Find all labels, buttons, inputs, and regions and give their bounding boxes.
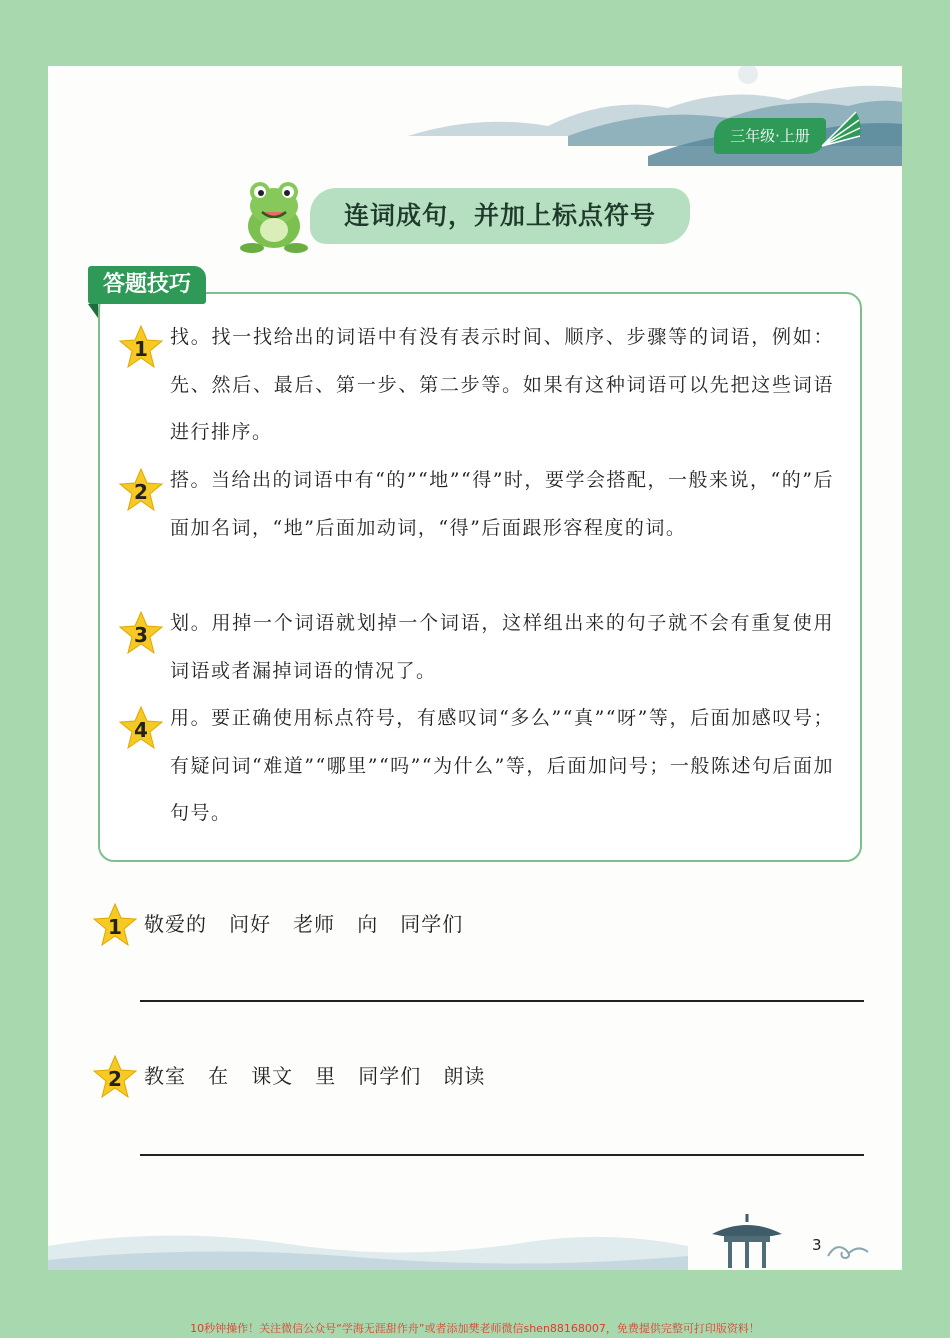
tip-number: 4 <box>134 718 148 742</box>
tip-number: 1 <box>134 337 148 361</box>
exercise-words: 敬爱的 问好 老师 向 同学们 <box>144 912 464 936</box>
tip-number: 3 <box>134 623 148 647</box>
answer-line[interactable] <box>140 1000 864 1002</box>
tip-text: 划。用掉一个词语就划掉一个词语，这样组出来的句子就不会有重复使用词语或者漏掉词语的情况了。 <box>170 612 834 682</box>
answer-line[interactable] <box>140 1154 864 1156</box>
tip-text: 搭。当给出的词语中有“的”“地”“得”时，要学会搭配，一般来说，“的”后面加名词，“地”后面加动词，“得”后面跟形容程度的词。 <box>170 469 834 539</box>
tip-text: 用。要正确使用标点符号，有感叹词“多么”“真”“呀”等，后面加感叹号；有疑问词“难道”“哪里”“吗”“为什么”等，后面加问号；一般陈述句后面加句号。 <box>170 707 834 824</box>
exercise-words: 教室 在 课文 里 同学们 朗读 <box>144 1064 486 1088</box>
footer-note: 10秒钟操作！关注微信公众号“学海无涯甜作舟”或者添加樊老师微信shen88168007，免费提供完整可打印版资料！ <box>190 1322 760 1335</box>
worksheet-page <box>48 66 902 1270</box>
pavilion-icon <box>702 1212 792 1270</box>
tips-tab: 答题技巧 <box>88 266 206 304</box>
fan-icon <box>816 106 862 152</box>
page-title: 连词成句，并加上标点符号 <box>343 201 656 230</box>
title-banner <box>310 188 690 244</box>
grade-badge: 三年级·上册 <box>714 118 826 154</box>
exercise-number: 1 <box>108 915 122 939</box>
tips-box <box>98 292 862 862</box>
frog-icon <box>238 176 310 254</box>
page-number: 3 <box>812 1236 822 1254</box>
tip-text: 找。找一找给出的词语中有没有表示时间、顺序、步骤等的词语，例如：先、然后、最后、第一步、第二步等。如果有这种词语可以先把这些词语进行排序。 <box>170 326 834 443</box>
tip-number: 2 <box>134 480 148 504</box>
exercise-number: 2 <box>108 1067 122 1091</box>
tab-fold-decoration <box>88 304 98 318</box>
swirl-icon <box>824 1236 870 1264</box>
